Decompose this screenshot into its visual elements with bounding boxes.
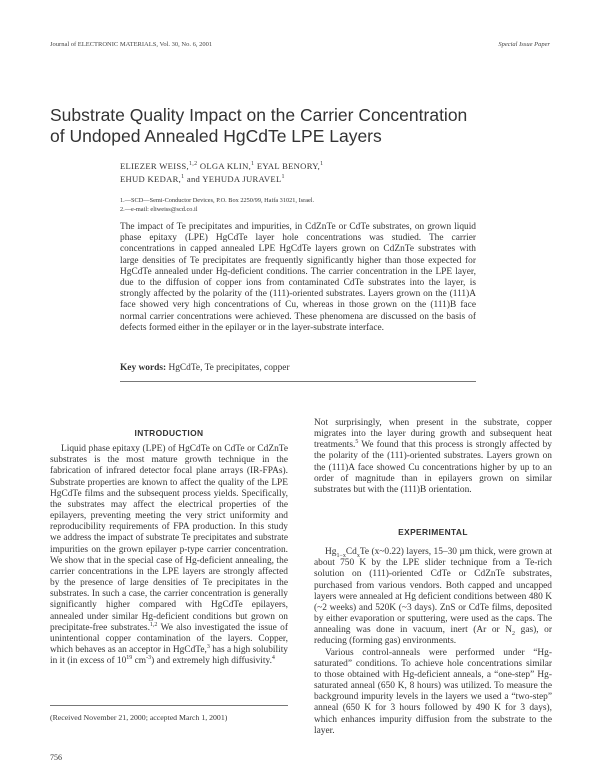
title-line-1: Substrate Quality Impact on the Carrier Concentration (50, 105, 468, 125)
citation: 3 (206, 643, 210, 650)
intro-text: Liquid phase epitaxy (LPE) of HgCdTe on CdTe or CdZnTe substrates is the most mature growth technique in the fabrication of infrared detector focal plane arrays (IR-FPAs). Substrate properties are known to affect the quality of the LPE HgCdTe films and the subsequent process yields. Specifically, the substrates may affect the electrical properties of the epilayers, preventing meeting the very strict uniformity and reproducibility requirements of FPA production. In this study we address the impact of substrate Te precipitates and substrate impurities on the grown epilayer p-type carrier concentration. We show that in the special case of Hg-deficient annealing, the carrier concentrations in the LPE layers are strongly affected by the presence of large densities of Te precipitates in the substrates. In such a case, the carrier concentration is generally significantly higher compared with HgCdTe epilayers, annealed under similar Hg-deficient conditions but grown on precipitate-free substrates. (50, 444, 288, 633)
abstract: The impact of Te precipitates and impurities, in CdZnTe or CdTe substrates, on grown liquid phase epitaxy (LPE) HgCdTe layer hole concentrations was studied. The carrier concentrations in capped annealed LPE HgCdTe layers grown on CdZnTe substrates with large densities of Te precipitates are frequently significantly higher than those expected for HgCdTe annealed under Hg-deficient conditions. The carrier concentration in the LPE layer, due to the diffusion of copper ions from contaminated CdTe substrates into the layer, is strongly affected by the polarity of the (111)-oriented substrates. Layers grown on the (111)A face showed very high concentrations of Cu, whereas in those grown on the (111)B face normal carrier concentrations were achieved. These phenomena are discussed on the basis of defects formed either in the epilayer or in the layer-substrate interface. (120, 222, 476, 333)
intro-text: We also investigated the issue of unintentional copper contamination of the layers. Copper, which behaves as an acceptor in HgCdTe, (50, 622, 288, 655)
author-line-1 (120, 160, 323, 173)
intro-text: has a high solubility in it (in excess of 10 (50, 644, 288, 667)
column-right-top (314, 418, 552, 496)
affiliation-marker: 1 (281, 174, 285, 181)
intro-paragraph-continued (314, 418, 552, 496)
running-header-journal: Journal of ELECTRONIC MATERIALS, Vol. 30, No. 6, 2001 (50, 41, 213, 48)
intro-text: Not surprisingly, when present in the substrate, copper migrates into the layer during growth and subsequent heat treatments. (314, 418, 552, 451)
citation: 1,2 (149, 621, 158, 628)
author-list (120, 160, 323, 186)
page-number: 756 (50, 753, 62, 762)
intro-text: We found that this process is strongly affected by the polarity of the (111)-oriented substrates. Layers grown on the (111)A face showed Cu concentrations higher by up to an order of magnitude than in epilayers grown on similar substrates but with the (111)B orientation. (314, 440, 552, 495)
paper-title (50, 105, 550, 147)
subscript: 2 (512, 631, 516, 638)
affiliation-2: 2.—e-mail: eliweiss@scd.co.il (120, 206, 198, 213)
affiliations (120, 196, 314, 214)
footnote-divider (50, 705, 288, 706)
received-footnote: (Received November 21, 2000; accepted March 1, 2001) (50, 713, 228, 722)
subscript: x (356, 553, 360, 560)
column-left (50, 428, 288, 667)
author-line-2 (120, 173, 323, 186)
affiliation-marker: 1 (181, 174, 185, 181)
keywords-label: Key words: (120, 363, 167, 373)
experimental-paragraph-1 (314, 547, 552, 647)
section-heading-experimental: EXPERIMENTAL (398, 527, 468, 537)
author-name: EYAL BENORY, (256, 161, 321, 171)
affiliation-1: 1.—SCD—Semi-Conductor Devices, P.O. Box 2250/99, Haifa 31021, Israel. (120, 197, 315, 204)
citation: 5 (355, 439, 359, 446)
keywords-text: HgCdTe, Te precipitates, copper (168, 363, 290, 373)
column-right-experimental (314, 527, 552, 737)
affiliation-marker: 1 (320, 161, 324, 168)
section-heading-introduction: INTRODUCTION (134, 428, 204, 438)
affiliation-marker: 1,2 (188, 161, 198, 168)
author-name: ELIEZER WEISS, (120, 161, 189, 171)
running-header-section: Special Issue Paper (498, 41, 550, 48)
exp-text: Te (x~0.22) layers, 15–30 µm thick, were grown at about 750 K by the LPE slider technique from a Te-rich solution on (111)-oriented CdTe or CdZnTe substrates, purchased from various vendors. Both capped and uncapped layers were annealed at Hg deficient conditions between 480 K (~2 weeks) and 520K (~3 days). ZnS or CdTe films, deposited by either evaporation or sputtering, were used as the caps. The annealing was done in vacuum, inert (Ar or N (314, 547, 552, 636)
author-name: OLGA KLIN, (199, 161, 252, 171)
exp-text: gas), or reducing (forming gas) environments. (314, 625, 552, 647)
keywords-divider (120, 381, 476, 382)
title-line-2: of Undoped Annealed HgCdTe LPE Layers (50, 126, 382, 146)
exp-text: Cd (345, 547, 357, 558)
author-conjunction: and (186, 174, 201, 184)
exponent: 19 (126, 655, 133, 661)
affiliation-marker: 1 (251, 161, 255, 168)
author-name: EHUD KEDAR, (120, 174, 182, 184)
exponent: -3 (146, 655, 152, 661)
intro-text: ) and extremely high diffusivity. (151, 656, 272, 667)
keywords (120, 363, 290, 373)
citation: 4 (271, 655, 275, 661)
experimental-paragraph-2: Various control-anneals were performed under “Hg-saturated” conditions. To achieve hole concentrations similar to those obtained with Hg-deficient anneals, a “one-step” Hg-saturated anneal (650 K, 8 hours) was utilized. To measure the background impurity levels in the layers we used a “two-step” anneal (650 K for 3 hours followed by 490 K for 3 days), which enhances impurity diffusion from the substrate to the layer. (314, 647, 552, 736)
author-name: YEHUDA JURAVEL (202, 174, 282, 184)
subscript: 1−x (336, 553, 346, 560)
intro-paragraph (50, 444, 288, 667)
exp-text: Hg (325, 547, 337, 558)
intro-text: cm (132, 656, 147, 667)
